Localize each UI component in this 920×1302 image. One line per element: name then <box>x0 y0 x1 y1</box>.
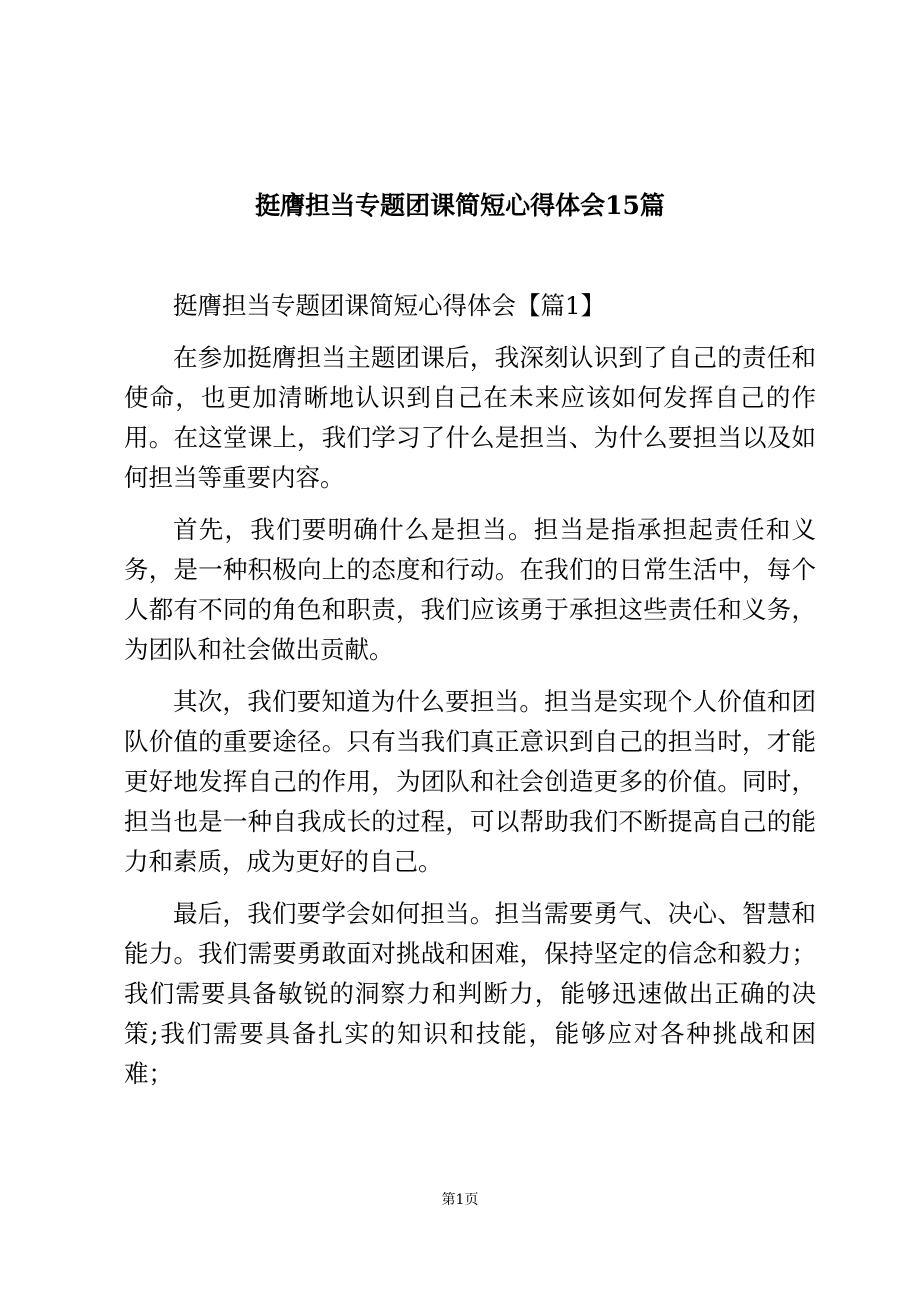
page-number: 第1页 <box>441 1192 479 1208</box>
paragraph-intro: 在参加挺膺担当主题团课后，我深刻认识到了自己的责任和使命，也更加清晰地认识到自己在未来应该如何发挥自己的作用。在这堂课上，我们学习了什么是担当、为什么要担当以及如何担当等重要内容。 <box>124 343 816 492</box>
paragraph-first: 首先，我们要明确什么是担当。担当是指承担起责任和义务，是一种积极向上的态度和行动。在我们的日常生活中，每个人都有不同的角色和职责，我们应该勇于承担这些责任和义务，为团队和社会做出贡献。 <box>124 515 816 664</box>
section-heading: 挺膺担当专题团课简短心得体会【篇1】 <box>173 291 606 320</box>
paragraph-last: 最后，我们要学会如何担当。担当需要勇气、决心、智慧和能力。我们需要勇敢面对挑战和困难，保持坚定的信念和毅力；我们需要具备敏锐的洞察力和判断力，能够迅速做出正确的决策;我们需要具备扎实的知识和技能，能够应对各种挑战和困难； <box>124 899 816 1088</box>
document-title: 挺膺担当专题团课简短心得体会15篇 <box>255 191 665 220</box>
paragraph-second: 其次，我们要知道为什么要担当。担当是实现个人价值和团队价值的重要途径。只有当我们真正意识到自己的担当时，才能更好地发挥自己的作用，为团队和社会创造更多的价值。同时，担当也是一种自我成长的过程，可以帮助我们不断提高自己的能力和素质，成为更好的自己。 <box>124 687 816 876</box>
document-body <box>124 286 816 1106</box>
